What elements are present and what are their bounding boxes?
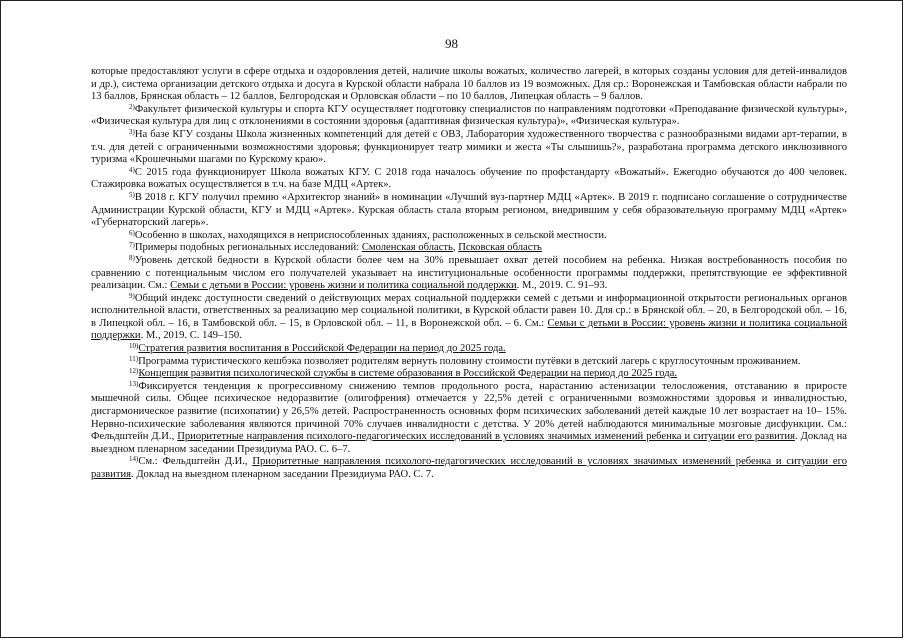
footnote-text: В 2018 г. КГУ получил премию «Архитектор знаний» в номинации «Лучший вуз-партнер МДЦ «Артек». В 2019 г. подписано соглашение о сотрудничестве Администрации Курской области, КГУ и МДЦ «Артек». Курская область стала вторым регионом, внедрившим у себя образовательную программу МДЦ «Артек» «Губернаторский лагерь». — [91, 191, 847, 229]
page-number: 98 — [445, 36, 458, 51]
footnote-text: . М., 2019. С. 149–150. — [140, 330, 242, 342]
footnote — [91, 129, 847, 167]
footnote-marker: 11) — [129, 354, 139, 363]
footnote-text: . Доклад на выездном пленарном заседании Президиума РАО. С. 6–7. — [91, 431, 847, 455]
footnote-text: . Доклад на выездном пленарном заседании Президиума РАО. С. 7. — [131, 469, 434, 480]
footnote-marker: 10) — [129, 342, 139, 351]
footnote — [91, 456, 847, 481]
footnote-marker: 13) — [129, 379, 139, 388]
reference-link[interactable]: Семьи с детьми в России: уровень жизни и политика социальной поддержки — [91, 317, 847, 342]
footnote-text: , — [452, 242, 459, 254]
footnote-text: . М., 2019. С. 91–93. — [516, 280, 608, 292]
footnote-text: Примеры подобных региональных исследований: — [134, 242, 362, 254]
footnote — [91, 293, 847, 343]
footnote-marker: 2) — [129, 102, 135, 111]
footnote — [91, 167, 847, 192]
footnote-marker: 5) — [129, 190, 135, 199]
footnote-marker: 7) — [129, 241, 135, 250]
footnote-text: См.: Фельдштейн Д.И., — [138, 456, 253, 468]
footnote-text: Уровень детской бедности в Курской области более чем на 30% превышает охват детей пособием на ребенка. Низкая востребованность пособия по сравнению с потенциальным числом его получателей указывает на институциональные особенности программы поддержки, препятствующие ее эффективной реализации. См.: — [91, 254, 847, 292]
footnote — [91, 343, 847, 356]
footnote-marker: 4) — [129, 165, 135, 174]
footnote-marker: 8) — [129, 253, 135, 262]
footnote-text: которые предоставляют услуги в сфере отдыха и оздоровления детей, наличие школы вожатых, количество лагерей, в которых созданы условия для детей-инвалидов и др.), система организации детского отдыха и досуга в Курской области набрала 10 баллов из 19 возможных. Для ср.: Воронежская и Тамбовская области набрали по 13 баллов, Брянская область – 12 баллов, Белгородская и Орловская области – по 10 баллов, Липецкая область – 9 баллов. — [91, 66, 847, 103]
footnote-text: На базе КГУ созданы Школа жизненных компетенций для детей с ОВЗ, Лаборатория художественного творчества с разнообразными видами арт-терапии, в т.ч. для детей с ограниченными возможностями здоровья; функционирует театр мимики и жеста «Ты слышишь?», разработана программа детского инклюзивного туризма «Крошечными шагами по Курскому краю». — [91, 128, 847, 166]
footnote-text: Программа туристического кешбэка позволяет родителям вернуть половину стоимости путёвки в детский лагерь с круглосуточным проживанием. — [138, 355, 801, 367]
reference-link[interactable]: Приоритетные направления психолого-педагогических исследований в условиях значимых изменений ребенка и ситуации его развития — [177, 431, 795, 443]
reference-link[interactable]: Стратегия развития воспитания в Российской Федерации на период до 2025 года. — [138, 343, 506, 355]
footnotes-section — [91, 66, 847, 482]
reference-link[interactable]: Смоленская область — [361, 242, 453, 254]
footnote-marker: 14) — [129, 455, 139, 464]
reference-link[interactable]: Концепция развития психологической службы в системе образования в Российской Федерации на период до 2025 года. — [138, 368, 678, 380]
footnote-text: Факультет физической культуры и спорта КГУ осуществляет подготовку специалистов по направлениям подготовки «Преподавание физической культуры», «Физическая культура для лиц с отклонениями в состоянии здоровья (адаптивная физическая культура)», «Физическая культура». — [91, 103, 847, 128]
footnote-marker: 12) — [129, 367, 139, 376]
footnote — [91, 242, 847, 255]
reference-link[interactable]: Псковская область — [458, 242, 542, 254]
footnote-text: С 2015 года функционирует Школа вожатых КГУ. С 2018 года началось обучение по профстандарту «Вожатый». Ежегодно обучаются до 400 человек. Стажировка вожатых осуществляется в т.ч. на базе МДЦ «Артек». — [91, 166, 847, 191]
footnote-marker: 6) — [129, 228, 135, 237]
footnote — [91, 192, 847, 230]
footnote — [91, 104, 847, 129]
footnote — [91, 255, 847, 293]
footnote-marker: 9) — [129, 291, 135, 300]
footnote — [91, 66, 847, 104]
footnote — [91, 368, 847, 381]
reference-link[interactable]: Приоритетные направления психолого-педагогических исследований в условиях значимых изменений ребенка и ситуации его развития — [91, 456, 847, 480]
footnote — [91, 356, 847, 369]
footnote-text: Особенно в школах, находящихся в неприспособленных зданиях, расположенных в сельской местности. — [134, 229, 607, 241]
reference-link[interactable]: Семьи с детьми в России: уровень жизни и политика социальной поддержки — [170, 280, 517, 292]
footnote-text: Фиксируется тенденция к прогрессивному снижению темпов продольного роста, нарастанию астенизации телосложения, отставанию в приросте мышечной силы. Общее психическое недоразвитие (олигофрения) отмечается у 22,5% детей с ограниченными возможностями здоровья и инвалидностью, дисгармоническое развитие (психопатии) у 26,5% детей. Распространенность основных форм психических заболеваний детей каждые 10 лет возрастает на 10– 15%. Нервно-психические заболевания являются причиной 70% случаев инвалидности с детства. У 20% детей наблюдаются минимальные мозговые дисфункции. См.: Фельдштейн Д.И., — [91, 380, 847, 443]
footnote-marker: 3) — [129, 127, 135, 136]
footnote — [91, 381, 847, 457]
footnote-text: Общий индекс доступности сведений о действующих мерах социальной поддержки семей с детьми и информационной открытости региональных органов исполнительной власти, ответственных за реализацию мер социальной политики, в Курской области равен 10. Для ср.: в Брянской обл. – 20, в Белгородской обл. – 16, в Липецкой обл. – 16, в Тамбовской обл. – 15, в Орловской обл. – 11, в Воронежской обл. – 6. См.: — [91, 292, 847, 329]
footnote — [91, 230, 847, 243]
